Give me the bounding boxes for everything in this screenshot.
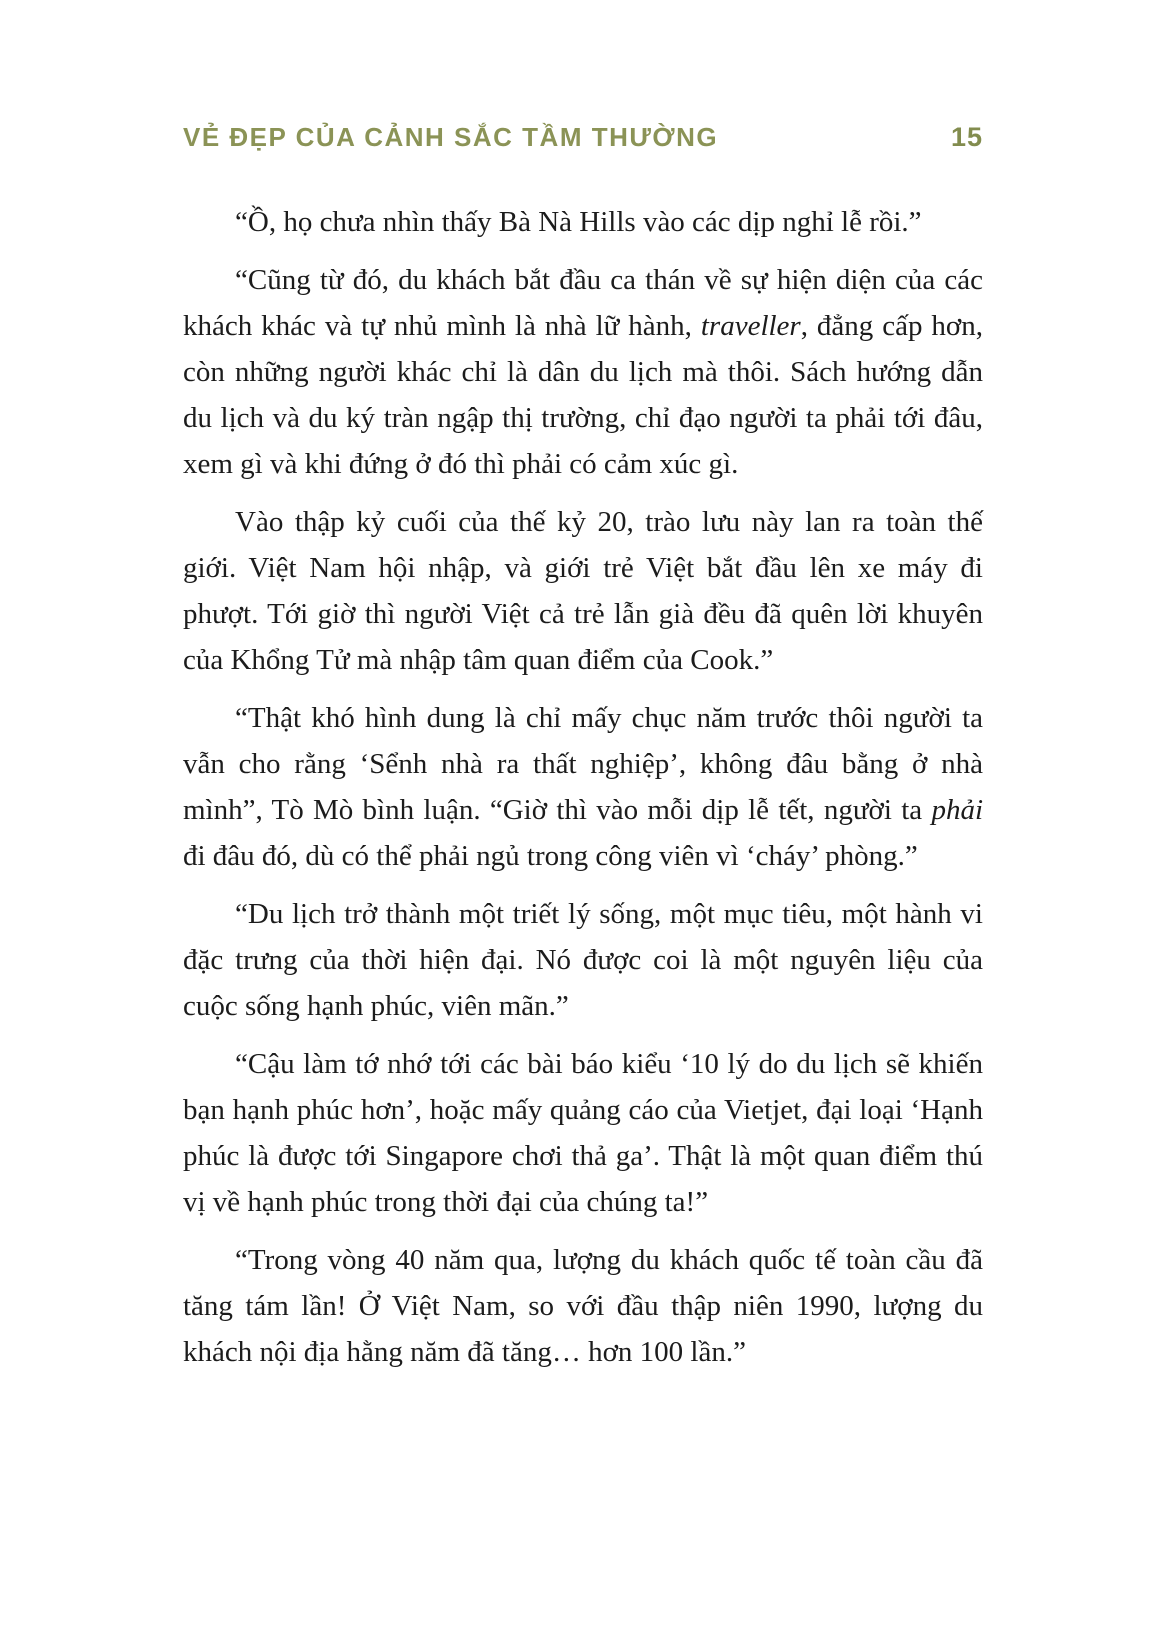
text-run: “Cũng từ đó, du khách bắt đầu ca thán về sự hiện diện của các khách khác và tự nhủ mình là nhà lữ hành,: [183, 264, 983, 342]
paragraph: [183, 199, 983, 245]
text-run: “Trong vòng 40 năm qua, lượng du khách quốc tế toàn cầu đã tăng tám lần! Ở Việt Nam, so với đầu thập niên 1990, lượng du khách nội địa hằng năm đã tăng… hơn 100 lần.”: [183, 1244, 983, 1368]
paragraph: [183, 257, 983, 487]
text-run: “Cậu làm tớ nhớ tới các bài báo kiểu ‘10 lý do du lịch sẽ khiến bạn hạnh phúc hơn’, hoặc mấy quảng cáo của Vietjet, đại loại ‘Hạnh phúc là được tới Singapore chơi thả ga’. Thật là một quan điểm thú vị về hạnh phúc trong thời đại của chúng ta!”: [183, 1048, 983, 1218]
paragraph: [183, 1041, 983, 1225]
text-run-italic: traveller: [700, 310, 801, 342]
text-run: “Ồ, họ chưa nhìn thấy Bà Nà Hills vào các dịp nghỉ lễ rồi.”: [235, 206, 922, 238]
text-run: , đẳng cấp hơn, còn những người khác chỉ là dân du lịch mà thôi. Sách hướng dẫn du lịch và du ký tràn ngập thị trường, chỉ đạo người ta phải tới đâu, xem gì và khi đứng ở đó thì phải có cảm xúc gì.: [183, 310, 983, 480]
paragraph: [183, 695, 983, 879]
running-header: [183, 122, 983, 153]
text-run: Vào thập kỷ cuối của thế kỷ 20, trào lưu này lan ra toàn thế giới. Việt Nam hội nhập, và giới trẻ Việt bắt đầu lên xe máy đi phượt. Tới giờ thì người Việt cả trẻ lẫn già đều đã quên lời khuyên của Khổng Tử mà nhập tâm quan điểm của Cook.”: [183, 506, 983, 676]
text-run: đi đâu đó, dù có thể phải ngủ trong công viên vì ‘cháy’ phòng.”: [183, 840, 918, 872]
page-content: [183, 122, 983, 1375]
paragraph: [183, 499, 983, 683]
page-number: 15: [950, 122, 983, 152]
text-run: “Du lịch trở thành một triết lý sống, một mục tiêu, một hành vi đặc trưng của thời hiện đại. Nó được coi là một nguyên liệu của cuộc sống hạnh phúc, viên mãn.”: [183, 898, 983, 1022]
running-header-title: VẺ ĐẸP CỦA CẢNH SẮC TẦM THƯỜNG: [183, 122, 719, 152]
paragraph: [183, 1237, 983, 1375]
text-run: “Thật khó hình dung là chỉ mấy chục năm trước thôi người ta vẫn cho rằng ‘Sểnh nhà ra thất nghiệp’, không đâu bằng ở nhà mình”, Tò Mò bình luận. “Giờ thì vào mỗi dịp lễ tết, người ta: [183, 702, 983, 826]
paragraph: [183, 891, 983, 1029]
body-text: [183, 199, 983, 1375]
text-run-italic: phải: [931, 794, 983, 826]
